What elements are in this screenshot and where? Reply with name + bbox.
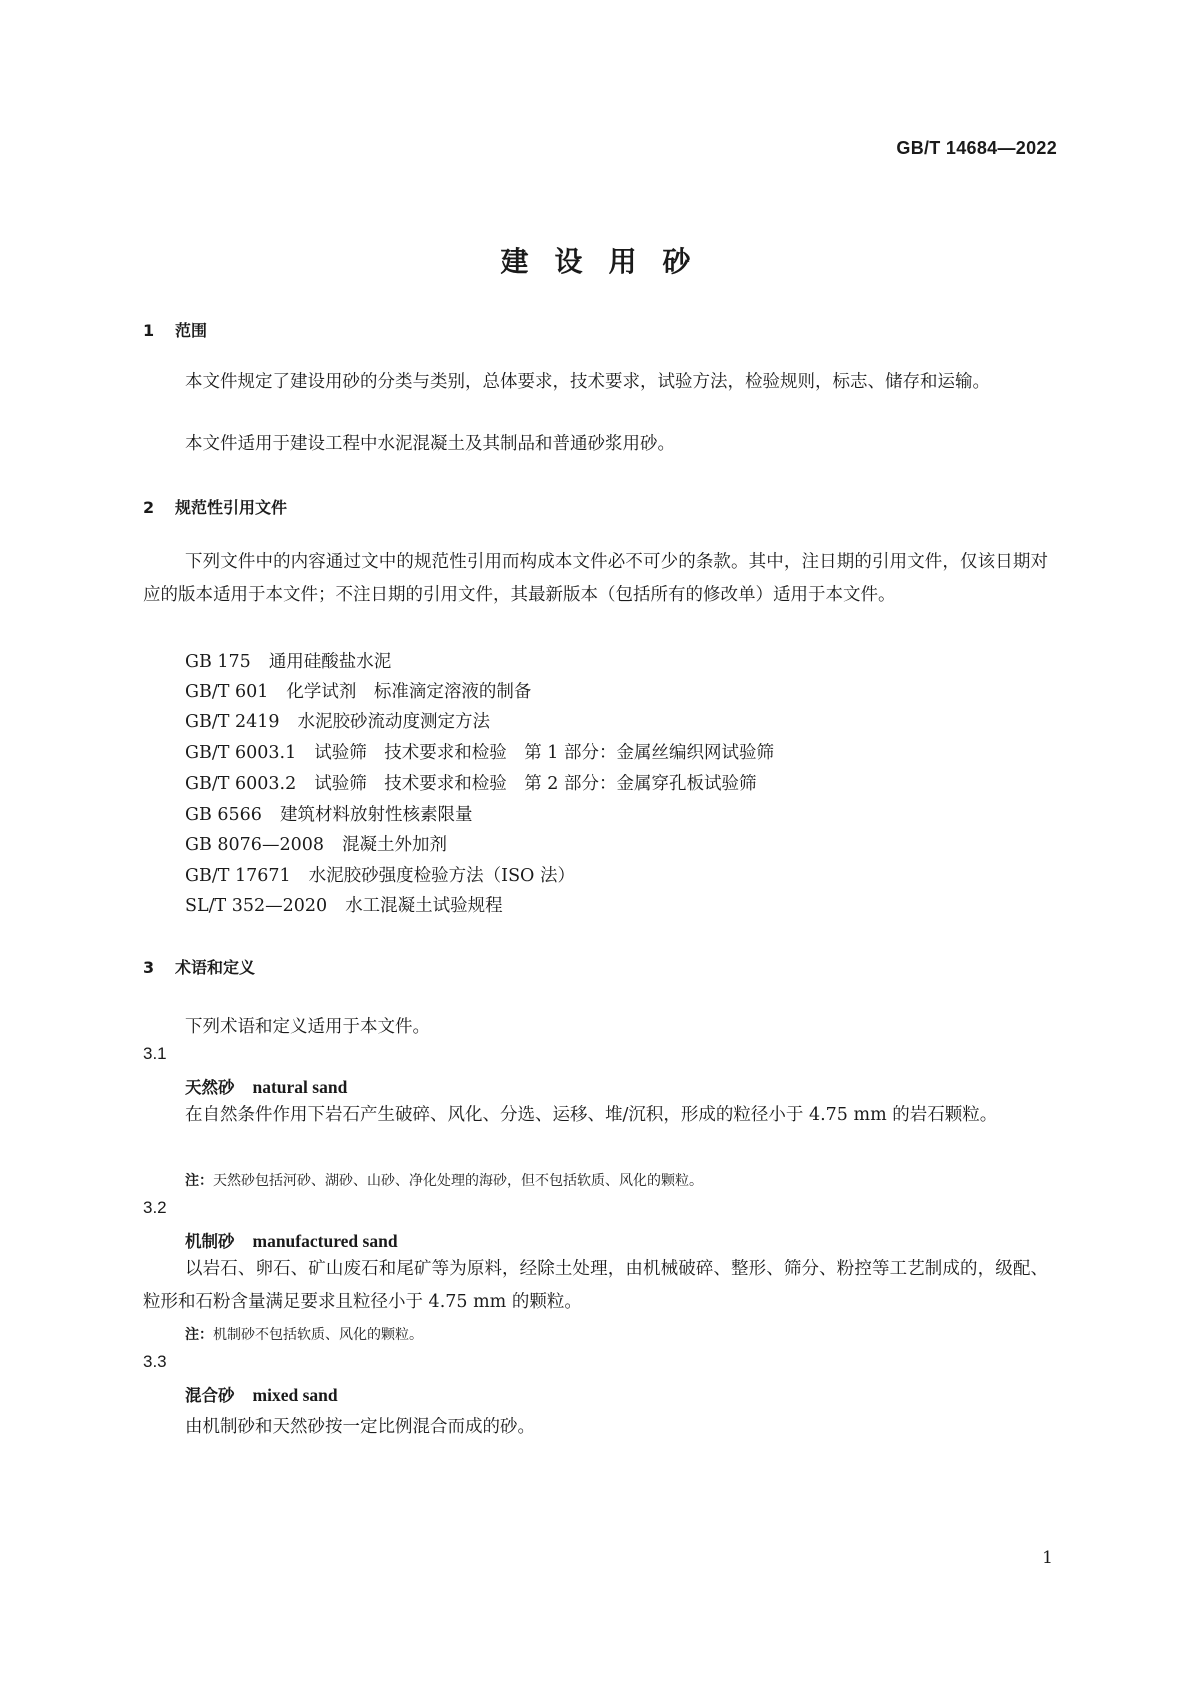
reference-code: SL/T 352—2020	[185, 896, 328, 916]
section-2-heading	[143, 495, 287, 518]
section-2-paragraph-1: 下列文件中的内容通过文中的规范性引用而构成本文件必不可少的条款。其中，注日期的引用文件，仅该日期对应的版本适用于本文件；不注日期的引用文件，其最新版本（包括所有的修改单）适用于本文件。	[143, 552, 1048, 605]
section-1-paragraph-1: 本文件规定了建设用砂的分类与类别，总体要求，技术要求，试验方法，检验规则，标志、储存和运输。	[185, 372, 990, 392]
section-number: 1	[143, 321, 155, 340]
term-note	[185, 1324, 423, 1344]
section-title: 规范性引用文件	[175, 498, 288, 517]
section-3-heading	[143, 955, 255, 978]
page-number: 1	[1042, 1548, 1053, 1568]
term-number: 3.2	[143, 1198, 167, 1217]
section-number: 2	[143, 498, 155, 517]
reference-code: GB/T 6003.1	[185, 743, 297, 763]
reference-code: GB/T 17671	[185, 866, 291, 886]
reference-title: 通用硅酸盐水泥	[268, 652, 392, 672]
note-label: 注：	[185, 1327, 213, 1343]
section-title: 范围	[175, 321, 208, 340]
standard-number: GB/T 14684—2022	[896, 138, 1057, 158]
term-en: mixed sand	[252, 1385, 338, 1405]
term-definition: 以岩石、卵石、矿山废石和尾矿等为原料，经除土处理，由机械破碎、整形、筛分、粉控等工艺制成的，级配、粒形和石粉含量满足要求且粒径小于 4.75 mm 的颗粒。	[143, 1259, 1048, 1312]
term-definition: 在自然条件作用下岩石产生破碎、风化、分选、运移、堆/沉积，形成的粒径小于 4.75 mm 的岩石颗粒。	[185, 1105, 998, 1125]
reference-item	[185, 801, 472, 826]
term-note	[185, 1170, 703, 1190]
reference-code: GB/T 2419	[185, 712, 280, 732]
reference-code: GB 8076—2008	[185, 835, 324, 855]
reference-title: 试验筛 技术要求和检验 第 1 部分：金属丝编织网试验筛	[314, 743, 774, 763]
reference-item	[185, 678, 531, 703]
reference-title: 混凝土外加剂	[341, 835, 447, 855]
reference-title: 水工混凝土试验规程	[345, 896, 503, 916]
reference-title: 水泥胶砂强度检验方法（ISO 法）	[308, 866, 575, 886]
note-label: 注：	[185, 1173, 213, 1189]
reference-code: GB/T 601	[185, 682, 269, 702]
reference-item	[185, 892, 503, 917]
term-heading	[185, 1382, 338, 1406]
section-title: 术语和定义	[175, 958, 256, 977]
term-number: 3.3	[143, 1352, 167, 1371]
reference-title: 试验筛 技术要求和检验 第 2 部分：金属穿孔板试验筛	[314, 774, 757, 794]
section-1-paragraph-2: 本文件适用于建设工程中水泥混凝土及其制品和普通砂浆用砂。	[185, 434, 675, 454]
reference-code: GB 175	[185, 652, 251, 672]
document-title: 建设用砂	[500, 245, 717, 278]
reference-item	[185, 831, 447, 856]
reference-item	[185, 770, 756, 795]
term-heading	[185, 1074, 347, 1098]
term-zh: 混合砂	[185, 1386, 235, 1405]
section-1-heading	[143, 318, 207, 341]
term-definition: 由机制砂和天然砂按一定比例混合而成的砂。	[185, 1417, 535, 1437]
term-zh: 天然砂	[185, 1078, 235, 1097]
reference-title: 水泥胶砂流动度测定方法	[297, 712, 491, 732]
term-en: natural sand	[252, 1077, 348, 1097]
reference-code: GB 6566	[185, 805, 262, 825]
note-text: 天然砂包括河砂、湖砂、山砂、净化处理的海砂，但不包括软质、风化的颗粒。	[213, 1173, 703, 1189]
note-text: 机制砂不包括软质、风化的颗粒。	[213, 1327, 423, 1343]
reference-title: 建筑材料放射性核素限量	[279, 805, 473, 825]
reference-code: GB/T 6003.2	[185, 774, 297, 794]
section-3-paragraph-1: 下列术语和定义适用于本文件。	[185, 1017, 430, 1037]
section-number: 3	[143, 958, 155, 977]
reference-item	[185, 708, 490, 733]
term-zh: 机制砂	[185, 1232, 235, 1251]
term-number: 3.1	[143, 1044, 167, 1063]
reference-item	[185, 739, 774, 764]
term-heading	[185, 1228, 398, 1252]
reference-item	[185, 862, 575, 887]
term-en: manufactured sand	[252, 1231, 398, 1251]
reference-title: 化学试剂 标准滴定溶液的制备	[286, 682, 532, 702]
reference-item	[185, 648, 391, 673]
